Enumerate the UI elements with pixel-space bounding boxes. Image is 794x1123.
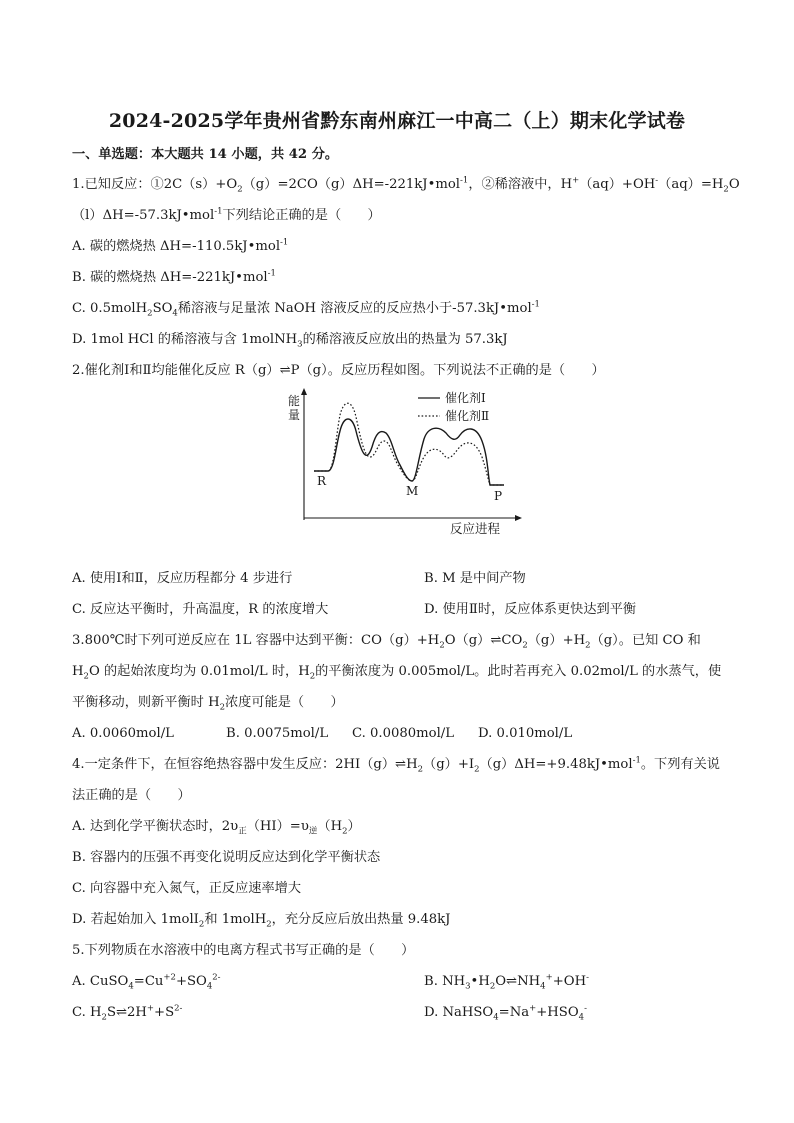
series-catalyst-1: [314, 419, 504, 485]
q1-option-c: C. $0.5molH_2SO_4$稀溶液与足量浓 NaOH 溶液反应的反应热小于-57.3kJ•mol$^{-1}$: [72, 299, 540, 319]
x-axis-arrow: [515, 515, 522, 521]
section-heading: 一、单选题：本大题共 14 小题，共 42 分。: [72, 147, 339, 162]
q2-stem: 2.催化剂Ⅰ和Ⅱ均能催化反应 R（g）⇌P（g）。反应历程如图。下列说法不正确的是（ ）: [72, 363, 605, 378]
page-title: 2024-2025学年贵州省黔东南州麻江一中高二（上）期末化学试卷: [108, 110, 686, 132]
point-label-r: R: [317, 474, 327, 488]
q2-option-b: B. M 是中间产物: [424, 571, 526, 586]
q4-option-a: A. 达到化学平衡状态时，$2\upsilon_正(HI)=\upsilon_逆(H_2)$: [72, 819, 361, 837]
legend-label-catalyst-2: 催化剂Ⅱ: [445, 409, 490, 423]
q3-options: [72, 725, 573, 743]
y-axis-label: 能量: [288, 394, 301, 422]
q4-option-d: D. 若起始加入 1molI$_2$和 1molH$_2$，充分反应后放出热量 9.48kJ: [72, 912, 451, 930]
y-axis-arrow: [301, 388, 307, 395]
q2-options-row1: [72, 570, 526, 588]
q2-option-a: A. 使用Ⅰ和Ⅱ，反应历程都分 4 步进行: [72, 571, 293, 586]
legend-label-catalyst-1: 催化剂Ⅰ: [445, 391, 486, 405]
q2-option-d: D. 使用Ⅱ时，反应体系更快达到平衡: [424, 602, 637, 617]
q3-stem-line1: 3.800℃时下列可逆反应在 1L 容器中达到平衡：$CO(g)+H_2O(g)\rightleftharpoons CO_2(g)+H_2(g)$。已知 CO 和: [72, 633, 701, 651]
q4-option-c: C. 向容器中充入氮气，正反应速率增大: [72, 881, 302, 896]
q5-option-b: B. $NH_3•H_2O\rightleftharpoons NH_4^++OH^-$: [424, 972, 589, 992]
point-label-p: P: [494, 489, 503, 503]
q3-stem-line2: $H_2O$ 的起始浓度均为 0.01mol/L 时，$H_2$的平衡浓度为 0.005mol/L。此时若再充入 0.02mol/L 的水蒸气，使: [72, 664, 722, 682]
q1-stem-line2: （l）ΔH=-57.3kJ•mol$^{-1}$下列结论正确的是（ ）: [72, 206, 381, 223]
q3-option-c: C. 0.0080mol/L: [352, 726, 455, 741]
q1-stem-line1: 1.已知反应：$①2C(s)+O_2(g)=2CO(g)\Delta H=-221kJ•mol^{-1}$，②稀溶液中，$H^+(aq)+OH^-(aq)=H_2O$: [72, 175, 740, 195]
q5-stem: 5.下列物质在水溶液中的电离方程式书写正确的是（ ）: [72, 943, 415, 958]
q3-option-a: A. 0.0060mol/L: [72, 726, 174, 741]
q5-option-c: C. $H_2S\rightleftharpoons 2H^++S^{2-}$: [72, 1003, 183, 1023]
q3-stem-line3: 平衡移动，则新平衡时 $H_2$浓度可能是（ ）: [72, 695, 344, 713]
q2-option-c: C. 反应达平衡时，升高温度，R 的浓度增大: [72, 602, 329, 617]
q1-option-d: D. 1mol HCl 的稀溶液与含 1molNH$_3$的稀溶液反应放出的热量为 57.3kJ: [72, 332, 508, 350]
q1-option-a: A. 碳的燃烧热 ΔH=-110.5kJ•mol$^{-1}$: [72, 237, 289, 254]
q5-options-row1: [72, 972, 589, 992]
q5-options-row2: [72, 1003, 587, 1023]
x-axis-label: 反应进程: [450, 521, 501, 536]
reaction-energy-chart: [262, 385, 532, 545]
q1-option-b: B. 碳的燃烧热 ΔH=-221kJ•mol$^{-1}$: [72, 268, 276, 285]
q4-option-b: B. 容器内的压强不再变化说明反应达到化学平衡状态: [72, 850, 381, 865]
q5-option-d: D. $NaHSO_4=Na^++HSO_4^-$: [424, 1003, 587, 1023]
q4-stem-line1: 4.一定条件下，在恒容绝热容器中发生反应：$2HI(g)\rightleftharpoons H_2(g)+I_2(g)\Delta H=+9.48kJ•mol^{-1}$。下列有关说: [72, 755, 720, 775]
q2-options-row2: [72, 601, 637, 619]
q4-stem-line2: 法正确的是（ ）: [72, 788, 191, 803]
q3-option-b: B. 0.0075mol/L: [226, 726, 329, 741]
q3-option-d: D. 0.010mol/L: [478, 726, 573, 741]
q5-option-a: A. $CuSO_4=Cu^{+2}+SO_4^{2-}$: [72, 972, 221, 992]
point-label-m: M: [406, 484, 419, 498]
